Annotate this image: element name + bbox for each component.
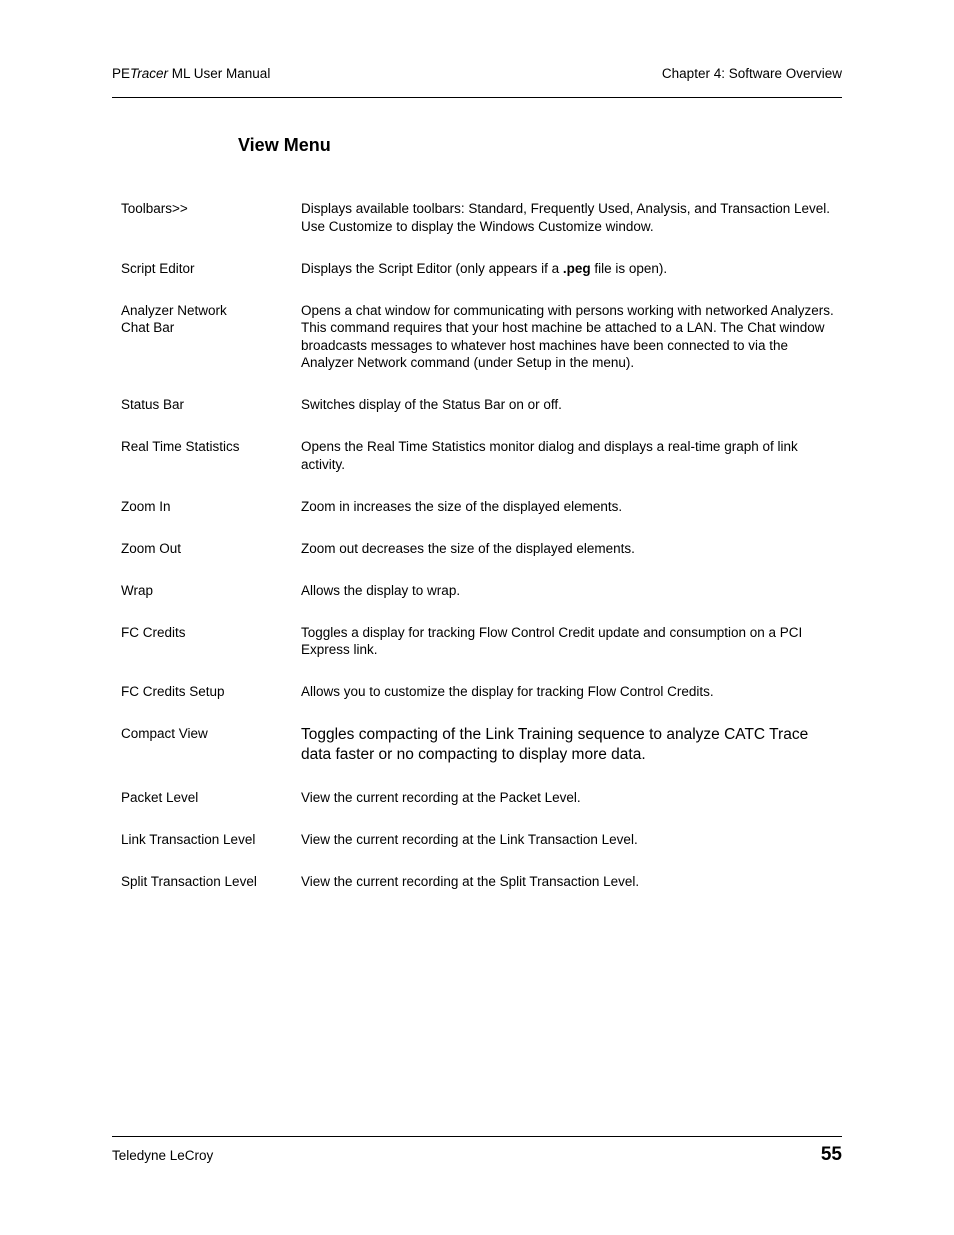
entry-term: FC Credits [121, 624, 186, 640]
entry-term: Split Transaction Level [121, 873, 257, 889]
entry-term: Zoom Out [121, 540, 182, 556]
entry-fc-credits-setup [121, 683, 841, 701]
section-title: View Menu [238, 135, 331, 155]
company-name: Teledyne LeCroy [112, 1148, 214, 1163]
entry-real-time-statistics [121, 438, 841, 473]
entry-description: Opens a chat window for communicating with persons working with networked Analyzers. This command requires that your host machine be attached to a LAN. The Chat window broadcasts messages to whatever host machines have been connected to via the Analyzer Network command (under Setup in the menu). [301, 302, 834, 370]
entry-term: FC Credits Setup [121, 684, 225, 699]
entry-term: Link Transaction Level [121, 831, 256, 847]
entry-description: Displays available toolbars: Standard, Frequently Used, Analysis, and Transaction Level. Use Customize to display the Windows Customize window. [301, 201, 831, 234]
entry-description: Allows the display to wrap. [301, 582, 461, 598]
entry-description: Toggles compacting of the Link Training sequence to analyze CATC Trace data faster or no compacting to display more data. [301, 726, 809, 763]
entry-term: Toolbars>> [121, 201, 188, 216]
page-header [112, 66, 842, 84]
entry-term: Packet Level [121, 789, 199, 805]
entry-analyzer-network-chat-bar [121, 302, 841, 372]
header-divider [112, 97, 842, 98]
entry-fc-credits [121, 624, 841, 659]
entry-term: Wrap [121, 582, 154, 598]
entry-description: View the current recording at the Link Transaction Level. [301, 831, 638, 847]
chapter-title: Chapter 4: Software Overview [661, 66, 842, 81]
entry-zoom-out [121, 540, 841, 558]
entry-description: View the current recording at the Packet Level. [301, 789, 581, 805]
entry-compact-view [121, 725, 841, 764]
entry-description: Displays the Script Editor (only appears if a .peg file is open). [301, 260, 668, 276]
entry-term: Script Editor [121, 260, 195, 276]
footer-divider [112, 1136, 842, 1137]
entry-toolbars [121, 200, 841, 235]
entry-term: Status Bar [121, 397, 185, 412]
menu-description-list [121, 200, 841, 915]
entry-link-transaction-level [121, 831, 841, 849]
entry-split-transaction-level [121, 873, 841, 891]
entry-packet-level [121, 789, 841, 807]
entry-description: Toggles a display for tracking Flow Control Credit update and consumption on a PCI Express link. [301, 624, 803, 657]
entry-wrap [121, 582, 841, 600]
entry-term: Zoom In [121, 498, 171, 514]
entry-description: Zoom in increases the size of the displayed elements. [301, 498, 623, 514]
entry-zoom-in [121, 498, 841, 516]
manual-title: PETracer ML User Manual [112, 66, 271, 81]
entry-description: Zoom out decreases the size of the displayed elements. [301, 540, 635, 556]
entry-description: Allows you to customize the display for tracking Flow Control Credits. [301, 684, 714, 699]
entry-term: Analyzer Network Chat Bar [121, 302, 227, 335]
entry-status-bar [121, 396, 841, 414]
entry-description: Opens the Real Time Statistics monitor dialog and displays a real-time graph of link activity. [301, 439, 798, 472]
entry-script-editor [121, 260, 841, 278]
entry-term: Real Time Statistics [121, 439, 240, 454]
entry-description: Switches display of the Status Bar on or off. [301, 397, 562, 412]
page-number: 55 [820, 1144, 842, 1165]
entry-term: Compact View [121, 726, 208, 741]
entry-description: View the current recording at the Split Transaction Level. [301, 873, 640, 889]
